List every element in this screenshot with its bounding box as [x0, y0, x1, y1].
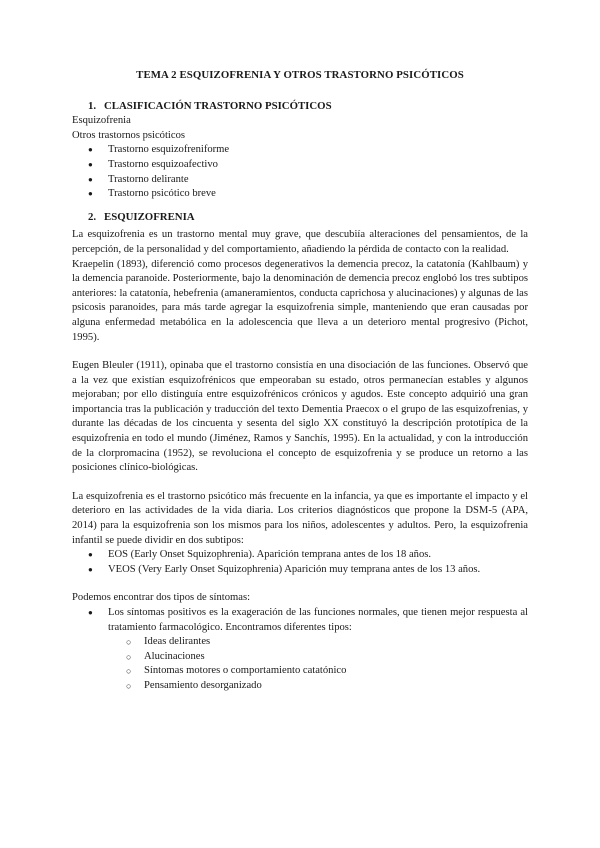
- list-item: ● Trastorno esquizoafectivo: [72, 158, 528, 173]
- bullet-icon: ●: [88, 550, 93, 560]
- list-item: ○ Pensamiento desorganizado: [72, 679, 528, 694]
- document-page: [72, 68, 528, 694]
- paragraph: La esquizofrenia es un trastorno mental muy grave, que descubiía alteraciones del pensamientos, de la percepción, de la personalidad y del comportamiento, añadiendo la pérdida de contacto con la realidad.: [72, 229, 528, 255]
- list-item: ● VEOS (Very Early Onset Squizophrenia) Aparición muy temprana antes de los 13 años.: [72, 563, 528, 578]
- circle-bullet-icon: ○: [126, 637, 132, 648]
- symptom-list: [72, 606, 528, 635]
- list-item: ● Los síntomas positivos es la exageración de las funciones normales, que tienen mejor respuesta al tratamiento farmacológico. Encontramos diferentes tipos:: [88, 607, 528, 633]
- paragraph: La esquizofrenia es el trastorno psicótico más frecuente en la infancia, ya que es importante el impacto y el deterioro en las actividades de la vida diaria. Los criterios diagnósticos que propone la DSM-5 (APA, 2014) para la esquizofrenia son los mismos para los niños, adolescentes y adultos. Pero, la esquizofrenia infantil se puede dividir en dos subtipos:: [72, 490, 528, 546]
- paragraph: Eugen Bleuler (1911), opinaba que el trastorno consistía en una disociación de las funciones. Observó que a la vez que existían esquizofrénicos que empeoraban su estado, otros permanecían estables y algunos mejoraban; por ello distinguía entre esquizofrénicos crónicos y agudos. Este concepto adquirió una gran importancia tras la publicación y traducción del texto Dementia Praecox o el grupo de las esquizofrenias, y durante las décadas de los cincuenta y sesenta del siglo XX constituyó la descripción prototípica de la esquizofrenia en todo el mundo (Jiménez, Ramos y Sanchís, 1995). En la actualidad, y con la introducción de la clorpromacina (1952), se revoluciona el concepto de esquizofrenia y se produce un retorno a las posiciones clínico-biológicas.: [72, 360, 528, 474]
- document-title: TEMA 2 ESQUIZOFRENIA Y OTROS TRASTORNO PSICÓTICOS: [136, 69, 464, 81]
- section-number: 1.: [88, 99, 97, 112]
- positive-symptom-list: [72, 635, 528, 693]
- list-item: ● Trastorno esquizofreniforme: [72, 143, 528, 158]
- section-heading-classification: [72, 99, 528, 114]
- circle-bullet-icon: ○: [126, 651, 132, 662]
- list-item: ● Trastorno delirante: [72, 173, 528, 188]
- text-line: Esquizofrenia: [72, 115, 131, 127]
- section-number: 2.: [88, 210, 97, 223]
- bullet-icon: ●: [88, 145, 93, 155]
- bullet-icon: ●: [88, 159, 93, 169]
- section-heading-schizophrenia: [72, 210, 528, 225]
- circle-bullet-icon: ○: [126, 680, 132, 691]
- list-item: ○ Ideas delirantes: [72, 635, 528, 650]
- section-title: CLASIFICACIÓN TRASTORNO PSICÓTICOS: [104, 99, 332, 112]
- section-title: ESQUIZOFRENIA: [104, 210, 195, 223]
- disorder-list: [72, 143, 528, 201]
- bullet-icon: ●: [88, 174, 93, 184]
- bullet-icon: ●: [88, 189, 93, 199]
- text-line: Otros trastornos psicóticos: [72, 129, 185, 141]
- list-item: ● EOS (Early Onset Squizophrenia). Aparición temprana antes de los 18 años.: [72, 548, 528, 563]
- paragraph: Podemos encontrar dos tipos de síntomas:: [72, 592, 251, 604]
- bullet-icon: ●: [88, 608, 93, 617]
- list-item: ○ Alucinaciones: [72, 650, 528, 665]
- list-item: ○ Síntomas motores o comportamiento catatónico: [72, 664, 528, 679]
- paragraph: Kraepelin (1893), diferenció como procesos degenerativos la demencia precoz, la catatonía (Kahlbaum) y la demencia paranoide. Posteriormente, bajo la denominación de demencia precoz englobó los tres subtipos anteriores: la catatonía, hebefrenia (amaneramientos, conducta caprichosa y alucinaciones) y algunas de las psicosis paranoides, para más tarde agregar la esquizofrenia simple, manteniendo que eran causadas por alguna enfermedad metabólica en la adolescencia que lleva a un deterioro mental progresivo (Pichot, 1995).: [72, 258, 528, 343]
- circle-bullet-icon: ○: [126, 666, 132, 677]
- subtype-list: [72, 548, 528, 577]
- bullet-icon: ●: [88, 564, 93, 574]
- list-item: ● Trastorno psicótico breve: [72, 187, 528, 202]
